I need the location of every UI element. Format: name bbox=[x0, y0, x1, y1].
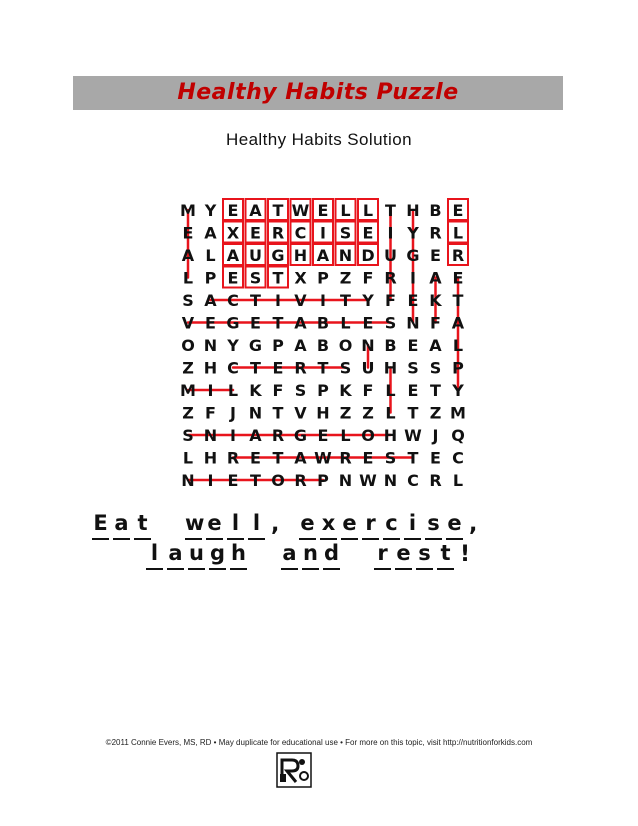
grid-letter: E bbox=[430, 448, 441, 468]
grid-letter: F bbox=[362, 268, 374, 288]
answer-letter: l bbox=[248, 510, 265, 540]
grid-letter: Z bbox=[429, 403, 442, 423]
answer-letter: l bbox=[227, 510, 244, 540]
answer-letter: r bbox=[374, 540, 391, 570]
grid-letter: R bbox=[429, 471, 442, 490]
grid-letter: A bbox=[249, 201, 262, 220]
grid-letter: S bbox=[429, 358, 442, 378]
grid-letter: L bbox=[452, 336, 464, 355]
grid-letter: I bbox=[207, 381, 214, 400]
grid-letter: G bbox=[293, 426, 308, 445]
answer-line-1 bbox=[90, 510, 570, 540]
grid-letter: L bbox=[340, 426, 351, 445]
grid-letter: T bbox=[430, 381, 441, 400]
grid-letter: F bbox=[205, 403, 216, 423]
grid-letter: U bbox=[361, 358, 375, 378]
grid-letter: L bbox=[452, 223, 464, 243]
answer-letter: t bbox=[134, 510, 151, 540]
answer-punctuation: , bbox=[469, 512, 478, 537]
grid-letter: N bbox=[383, 471, 398, 490]
answer-letter: a bbox=[113, 510, 130, 540]
grid-letter: R bbox=[294, 471, 307, 490]
grid-letter: J bbox=[230, 403, 236, 423]
grid-letter: S bbox=[339, 358, 352, 378]
grid-letter: K bbox=[339, 381, 352, 400]
grid-letter: L bbox=[205, 246, 216, 265]
grid-letter: E bbox=[205, 313, 216, 333]
grid-letter: E bbox=[272, 358, 284, 378]
grid-letter: O bbox=[361, 426, 375, 445]
grid-letter: S bbox=[339, 223, 352, 243]
grid-letter: B bbox=[384, 336, 397, 355]
answer-letter: e bbox=[299, 510, 316, 540]
grid-letter: T bbox=[407, 448, 419, 468]
grid-letter: I bbox=[275, 291, 281, 310]
grid-letter: F bbox=[385, 291, 396, 310]
grid-letter: E bbox=[452, 201, 464, 220]
grid-letter: S bbox=[182, 426, 194, 445]
grid-letter: F bbox=[362, 381, 374, 400]
answer-letter: e bbox=[395, 540, 412, 570]
grid-letter: H bbox=[203, 448, 218, 468]
grid-letter: E bbox=[430, 246, 441, 265]
grid-letter: T bbox=[272, 313, 284, 333]
grid-letter: F bbox=[272, 381, 284, 400]
grid-letter: M bbox=[450, 403, 466, 423]
grid-letter: P bbox=[272, 336, 284, 355]
grid-letter: H bbox=[383, 426, 398, 445]
grid-letter: R bbox=[294, 358, 307, 378]
grid-letter: A bbox=[294, 313, 307, 333]
grid-letter: F bbox=[430, 313, 441, 333]
grid-letter: A bbox=[181, 246, 195, 265]
grid-letter: T bbox=[272, 268, 284, 288]
answer-line-2 bbox=[90, 540, 570, 570]
grid-letter: G bbox=[271, 246, 285, 265]
grid-letter: V bbox=[294, 291, 307, 310]
grid-letter: C bbox=[294, 223, 307, 243]
word-search-grid bbox=[176, 196, 476, 496]
grid-letter: S bbox=[407, 358, 419, 378]
grid-letter: A bbox=[249, 426, 262, 445]
grid-letter: R bbox=[271, 426, 285, 445]
title-banner bbox=[73, 76, 563, 110]
grid-letter: D bbox=[361, 246, 375, 265]
grid-letter: R bbox=[384, 268, 397, 288]
grid-letter: T bbox=[340, 291, 351, 310]
answer-letter: e bbox=[206, 510, 223, 540]
grid-letter: N bbox=[248, 403, 263, 423]
grid-letter: K bbox=[429, 291, 442, 310]
grid-letter: W bbox=[314, 448, 332, 468]
grid-letter: A bbox=[429, 268, 442, 288]
answer-letter: c bbox=[383, 510, 400, 540]
grid-letter: E bbox=[317, 201, 329, 220]
grid-letter: T bbox=[272, 201, 284, 220]
answer-letter: a bbox=[281, 540, 298, 570]
grid-letter: I bbox=[410, 268, 416, 288]
grid-letter: S bbox=[384, 448, 397, 468]
grid-letter: B bbox=[316, 313, 330, 333]
grid-letter: A bbox=[316, 246, 330, 265]
grid-letter: T bbox=[317, 358, 329, 378]
grid-letter: Y bbox=[227, 336, 239, 355]
grid-letter: B bbox=[429, 201, 442, 220]
grid-letter: U bbox=[249, 246, 262, 265]
answer-letter: g bbox=[209, 540, 226, 570]
grid-letter: Y bbox=[452, 381, 464, 400]
copyright-footer: ©2011 Connie Evers, MS, RD • May duplicate for educational use • For more on this topic, visit http://nutritionforkids.com bbox=[105, 738, 533, 747]
grid-letter: K bbox=[249, 381, 262, 400]
grid-letter: R bbox=[226, 448, 240, 468]
grid-letter: T bbox=[452, 291, 464, 310]
grid-letter: R bbox=[451, 246, 465, 265]
grid-letter: L bbox=[227, 381, 239, 400]
grid-letter: C bbox=[227, 291, 239, 310]
grid-letter: Z bbox=[362, 403, 374, 423]
grid-letter: S bbox=[249, 268, 262, 288]
grid-letter: H bbox=[383, 358, 398, 378]
grid-letter: P bbox=[452, 358, 464, 378]
grid-letter: I bbox=[230, 426, 236, 445]
grid-letter: M bbox=[180, 381, 196, 400]
grid-letter: X bbox=[226, 223, 240, 243]
answer-letter: i bbox=[404, 510, 421, 540]
grid-letter: Z bbox=[182, 403, 194, 423]
answer-letter: E bbox=[92, 510, 109, 540]
grid-letter: A bbox=[294, 336, 307, 355]
grid-letter: I bbox=[320, 223, 326, 243]
grid-letter: W bbox=[359, 471, 377, 490]
grid-letter: H bbox=[316, 403, 330, 423]
grid-letter: A bbox=[429, 336, 442, 355]
grid-letter: T bbox=[250, 471, 261, 490]
grid-letter: E bbox=[250, 448, 261, 468]
grid-letter: E bbox=[407, 291, 419, 310]
grid-letter: C bbox=[452, 448, 464, 468]
grid-letter: G bbox=[406, 246, 420, 265]
answer-letter: u bbox=[188, 540, 205, 570]
grid-letter: P bbox=[317, 471, 329, 490]
grid-letter: U bbox=[384, 246, 397, 265]
grid-letter: M bbox=[180, 201, 196, 220]
grid-letter: I bbox=[387, 223, 394, 243]
answer-letter: r bbox=[362, 510, 379, 540]
grid-letter: A bbox=[226, 246, 240, 265]
grid-letter: N bbox=[203, 336, 218, 355]
grid-letter: L bbox=[362, 201, 374, 220]
grid-letter: C bbox=[407, 471, 419, 490]
answer-letter: s bbox=[416, 540, 433, 570]
grid-letter: T bbox=[250, 358, 261, 378]
grid-letter: N bbox=[338, 471, 353, 490]
grid-letter: E bbox=[227, 268, 239, 288]
grid-letter: A bbox=[204, 291, 217, 310]
grid-letter: G bbox=[226, 313, 240, 333]
grid-letter: T bbox=[272, 448, 284, 468]
grid-letter: L bbox=[182, 268, 194, 288]
grid-letter: R bbox=[339, 448, 352, 468]
grid-letter: I bbox=[207, 471, 214, 490]
grid-letter: E bbox=[227, 471, 239, 490]
grid-letter: E bbox=[362, 448, 374, 468]
solution-subtitle: Healthy Habits Solution bbox=[226, 130, 412, 149]
grid-letter: C bbox=[227, 358, 239, 378]
grid-letter: X bbox=[294, 268, 307, 288]
grid-letter: Y bbox=[362, 291, 374, 310]
grid-letter: V bbox=[181, 313, 195, 333]
answer-letter: l bbox=[146, 540, 163, 570]
grid-letter: Y bbox=[407, 223, 419, 243]
grid-letter: T bbox=[407, 403, 419, 423]
grid-letter: O bbox=[181, 336, 195, 355]
answer-letter: t bbox=[437, 540, 454, 570]
grid-letter: G bbox=[248, 336, 263, 355]
grid-letter: P bbox=[204, 268, 217, 288]
grid-letter: E bbox=[362, 223, 374, 243]
grid-letter: L bbox=[385, 381, 396, 400]
puzzle-title: Healthy Habits Puzzle bbox=[177, 80, 459, 105]
answer-punctuation: , bbox=[271, 512, 280, 537]
grid-letter: O bbox=[338, 336, 353, 355]
answer-letter: a bbox=[167, 540, 184, 570]
grid-letter: R bbox=[429, 223, 442, 243]
answer-letter: s bbox=[425, 510, 442, 540]
grid-letter: Z bbox=[339, 403, 352, 423]
grid-letter: E bbox=[182, 223, 194, 243]
grid-letter: P bbox=[317, 268, 329, 288]
grid-letter: A bbox=[451, 313, 465, 333]
answer-punctuation: ! bbox=[460, 542, 471, 567]
grid-letter: P bbox=[317, 381, 329, 400]
answer-letter: e bbox=[446, 510, 463, 540]
grid-letter: N bbox=[406, 313, 420, 333]
grid-letter: N bbox=[203, 426, 218, 445]
grid-letter: B bbox=[316, 336, 330, 355]
grid-letter: V bbox=[294, 403, 307, 423]
grid-letter: Z bbox=[182, 358, 194, 378]
grid-letter: Y bbox=[204, 201, 217, 220]
grid-letter: S bbox=[294, 381, 307, 400]
grid-letter: L bbox=[385, 403, 396, 423]
grid-letter: A bbox=[204, 223, 217, 243]
grid-letter: S bbox=[182, 291, 194, 310]
grid-letter: O bbox=[271, 471, 285, 490]
answer-letter: w bbox=[185, 510, 202, 540]
grid-letter: T bbox=[385, 201, 396, 220]
grid-letter: L bbox=[340, 201, 351, 220]
grid-letter: T bbox=[272, 403, 284, 423]
grid-letter: A bbox=[294, 448, 307, 468]
grid-letter: E bbox=[317, 426, 329, 445]
grid-letter: N bbox=[181, 471, 195, 490]
nutrition-for-kids-logo-icon bbox=[276, 752, 312, 788]
grid-letter: S bbox=[384, 313, 397, 333]
grid-letter: E bbox=[407, 381, 419, 400]
grid-letter: E bbox=[227, 201, 239, 220]
grid-letter: E bbox=[407, 336, 419, 355]
answer-letter: h bbox=[230, 540, 247, 570]
grid-letter: L bbox=[452, 471, 464, 490]
grid-letter: Z bbox=[339, 268, 352, 288]
grid-letter: W bbox=[404, 426, 422, 445]
grid-letter: T bbox=[250, 291, 261, 310]
answer-letter: x bbox=[320, 510, 337, 540]
grid-letter: E bbox=[362, 313, 374, 333]
grid-letter: I bbox=[320, 291, 326, 310]
grid-letter: H bbox=[406, 201, 420, 220]
grid-letter: L bbox=[340, 313, 351, 333]
grid-letter: H bbox=[203, 358, 218, 378]
answer-letter: n bbox=[302, 540, 319, 570]
grid-letter: E bbox=[452, 268, 464, 288]
grid-letter: E bbox=[250, 223, 261, 243]
grid-letter: N bbox=[338, 246, 353, 265]
grid-letter: E bbox=[250, 313, 261, 333]
grid-letter: H bbox=[293, 246, 308, 265]
grid-letter: W bbox=[291, 201, 310, 220]
answer-letter: e bbox=[341, 510, 358, 540]
grid-letter: J bbox=[432, 426, 439, 445]
grid-letter: Q bbox=[451, 426, 465, 445]
grid-letter: R bbox=[271, 223, 285, 243]
grid-letter: L bbox=[182, 448, 194, 468]
answer-letter: d bbox=[323, 540, 340, 570]
grid-letter: N bbox=[361, 336, 375, 355]
